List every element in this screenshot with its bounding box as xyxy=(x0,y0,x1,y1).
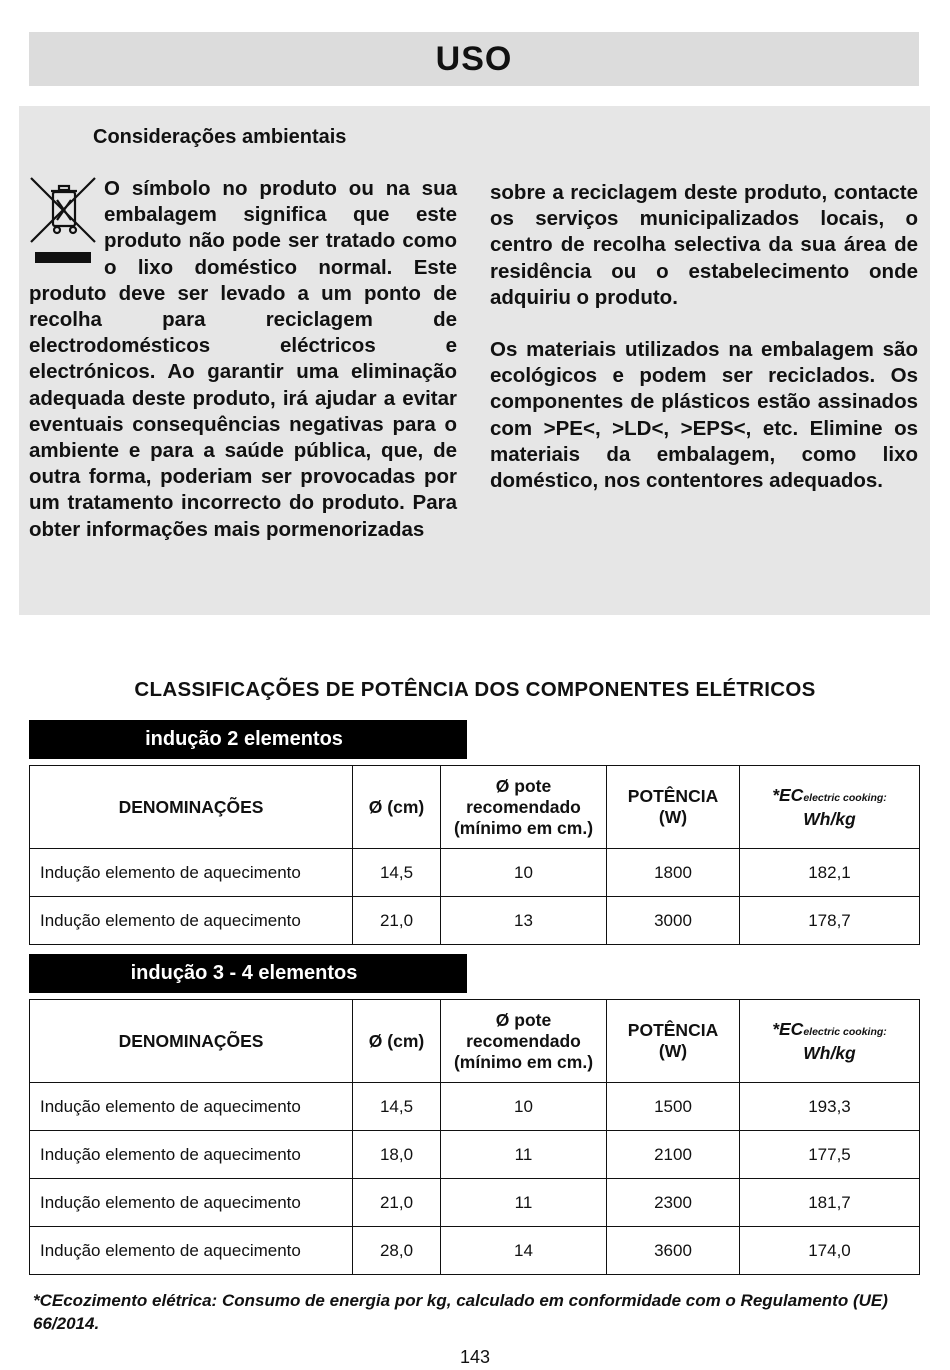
environment-box xyxy=(19,106,930,615)
col-header-ec: *ECelectric cooking: Wh/kg xyxy=(740,1000,920,1083)
row-name: Indução elemento de aquecimento xyxy=(30,897,353,945)
row-pot: 14 xyxy=(441,1227,607,1275)
footnote: *CEcozimento elétrica: Consumo de energia por kg, calculado em conformidade com o Regulamento (UE) 66/2014. xyxy=(33,1291,888,1333)
table-row xyxy=(30,1179,920,1227)
table-row xyxy=(30,1131,920,1179)
row-power: 2300 xyxy=(607,1179,740,1227)
environment-right-text-1: sobre a reciclagem deste produto, contacte os serviços municipalizados locais, o centro de recolha selectiva da sua área de residência ou o estabelecimento onde adquiriu o produto. xyxy=(490,181,918,309)
row-name: Indução elemento de aquecimento xyxy=(30,1131,353,1179)
environment-left-column xyxy=(29,176,457,543)
table-row xyxy=(30,897,920,945)
power-table-2-elements xyxy=(29,765,920,945)
row-diameter: 28,0 xyxy=(353,1227,441,1275)
row-power: 3600 xyxy=(607,1227,740,1275)
col-header-diameter: Ø (cm) xyxy=(353,766,441,849)
row-pot: 11 xyxy=(441,1131,607,1179)
col-header-name: DENOMINAÇÕES xyxy=(30,1000,353,1083)
table-row xyxy=(30,849,920,897)
row-ec: 174,0 xyxy=(740,1227,920,1275)
row-pot: 10 xyxy=(441,849,607,897)
environment-right-column xyxy=(490,180,918,494)
col-header-pot: Ø pote recomendado (mínimo em cm.) xyxy=(441,1000,607,1083)
col-header-name: DENOMINAÇÕES xyxy=(30,766,353,849)
table-label-3-4-elements: indução 3 - 4 elementos xyxy=(29,954,467,993)
row-name: Indução elemento de aquecimento xyxy=(30,849,353,897)
row-ec: 177,5 xyxy=(740,1131,920,1179)
row-diameter: 21,0 xyxy=(353,897,441,945)
environment-left-text: O símbolo no produto ou na sua embalagem significa que este produto não pode ser tratado como o lixo doméstico normal. Este produto deve ser levado a um ponto de recolha para reciclagem de electrodomésticos eléctricos e electrónicos. Ao garantir uma eliminação adequada deste produto, irá ajudar a evitar eventuais consequências negativas para o ambiente e para a saúde pública, que, de outra forma, poderiam ser provocadas por um tratamento incorrecto do produto. Para obter informações mais pormenorizadas xyxy=(29,177,457,541)
row-diameter: 14,5 xyxy=(353,849,441,897)
row-power: 3000 xyxy=(607,897,740,945)
row-pot: 13 xyxy=(441,897,607,945)
col-header-diameter: Ø (cm) xyxy=(353,1000,441,1083)
row-diameter: 14,5 xyxy=(353,1083,441,1131)
table-row xyxy=(30,1227,920,1275)
row-power: 1500 xyxy=(607,1083,740,1131)
header-bar xyxy=(29,32,919,86)
row-name: Indução elemento de aquecimento xyxy=(30,1227,353,1275)
row-pot: 11 xyxy=(441,1179,607,1227)
row-ec: 178,7 xyxy=(740,897,920,945)
page-title: USO xyxy=(435,39,513,78)
col-header-power: POTÊNCIA (W) xyxy=(607,766,740,849)
page-number: 143 xyxy=(459,1347,491,1367)
table-header-row xyxy=(30,766,920,849)
row-ec: 182,1 xyxy=(740,849,920,897)
row-name: Indução elemento de aquecimento xyxy=(30,1179,353,1227)
environment-title: Considerações ambientais xyxy=(93,126,347,148)
col-header-ec: *ECelectric cooking: Wh/kg xyxy=(740,766,920,849)
section-title: CLASSIFICAÇÕES DE POTÊNCIA DOS COMPONENTES ELÉTRICOS xyxy=(134,678,816,701)
table-row xyxy=(30,1083,920,1131)
environment-right-text-2: Os materiais utilizados na embalagem são ecológicos e podem ser reciclados. Os componentes de plásticos estão assinados com >PE<, >LD<, >EPS<, etc. Elimine os materiais da embalagem, como lixo doméstico, nos contentores adequados. xyxy=(490,338,918,493)
row-name: Indução elemento de aquecimento xyxy=(30,1083,353,1131)
row-power: 1800 xyxy=(607,849,740,897)
table-header-row xyxy=(30,1000,920,1083)
row-diameter: 18,0 xyxy=(353,1131,441,1179)
row-power: 2100 xyxy=(607,1131,740,1179)
col-header-power: POTÊNCIA (W) xyxy=(607,1000,740,1083)
row-diameter: 21,0 xyxy=(353,1179,441,1227)
row-pot: 10 xyxy=(441,1083,607,1131)
table-label-2-elements: indução 2 elementos xyxy=(29,720,467,759)
row-ec: 193,3 xyxy=(740,1083,920,1131)
row-ec: 181,7 xyxy=(740,1179,920,1227)
crossed-out-wheelie-bin-icon xyxy=(29,176,101,266)
col-header-pot: Ø pote recomendado (mínimo em cm.) xyxy=(441,766,607,849)
power-table-3-4-elements xyxy=(29,999,920,1275)
